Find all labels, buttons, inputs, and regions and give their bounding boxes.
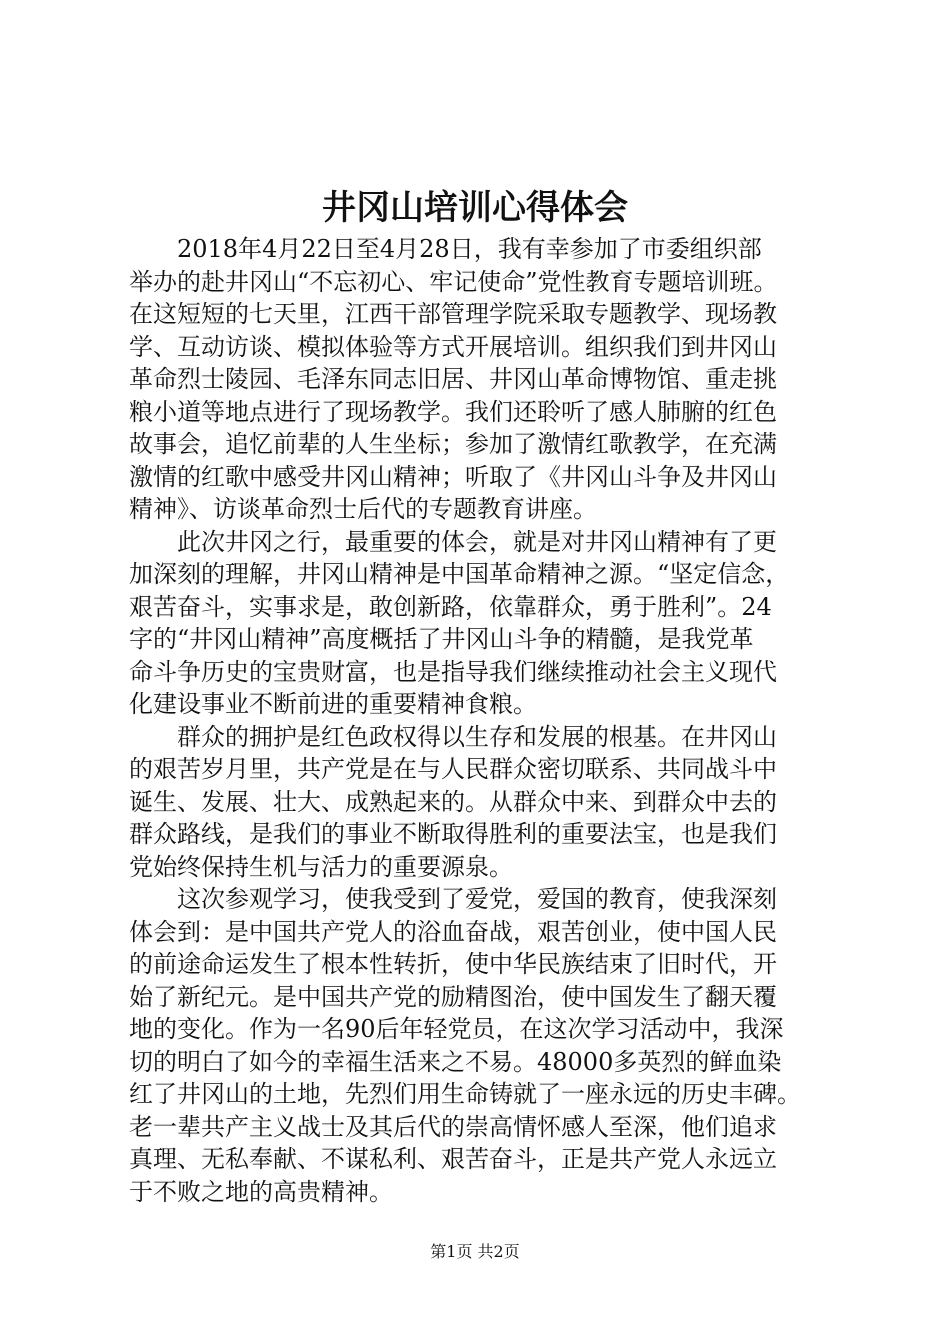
body-line: 诞生、发展、壮大、成熟起来的。从群众中来、到群众中去的: [129, 787, 777, 816]
body-line: 化建设事业不断前进的重要精神食粮。: [129, 690, 537, 718]
body-line: 此次井冈之行，最重要的体会，就是对井冈山精神有了更: [129, 527, 777, 556]
body-line: 群众的拥护是红色政权得以生存和发展的根基。在井冈山: [129, 722, 777, 751]
body-line: 命斗争历史的宝贵财富，也是指导我们继续推动社会主义现代: [129, 657, 777, 686]
body-line: 2018年4月22日至4月28日，我有幸参加了市委组织部: [129, 235, 762, 263]
body-line: 字的“井冈山精神”高度概括了井冈山斗争的精髓，是我党革: [129, 625, 754, 653]
body-line: 切的明白了如今的幸福生活来之不易。48000多英烈的鲜血染: [129, 1047, 782, 1076]
document-body: [129, 233, 829, 1208]
body-line: 学、互动访谈、模拟体验等方式开展培训。组织我们到井冈山: [129, 332, 777, 361]
body-line: 党始终保持生机与活力的重要源泉。: [129, 852, 513, 881]
body-line: 加深刻的理解，井冈山精神是中国革命精神之源。“坚定信念，: [129, 560, 790, 588]
body-line: 于不败之地的高贵精神。: [129, 1177, 393, 1206]
body-line: 始了新纪元。是中国共产党的励精图治，使中国发生了翻天覆: [129, 982, 777, 1011]
body-line: 故事会，追忆前辈的人生坐标；参加了激情红歌教学，在充满: [129, 430, 777, 458]
body-line: 精神》、访谈革命烈士后代的专题教育讲座。: [129, 495, 597, 523]
body-line: 粮小道等地点进行了现场教学。我们还聆听了感人肺腑的红色: [129, 397, 777, 426]
body-line: 的前途命运发生了根本性转折，使中华民族结束了旧时代，开: [129, 950, 777, 978]
body-line: 群众路线，是我们的事业不断取得胜利的重要法宝，也是我们: [129, 820, 777, 848]
body-line: 革命烈士陵园、毛泽东同志旧居、井冈山革命博物馆、重走挑: [129, 365, 777, 393]
page-title: 井冈山培训心得体会: [322, 188, 628, 228]
body-line: 的艰苦岁月里，共产党是在与人民群众密切联系、共同战斗中: [129, 755, 777, 783]
body-line: 体会到：是中国共产党人的浴血奋战，艰苦创业，使中国人民: [129, 917, 777, 946]
body-line: 红了井冈山的土地，先烈们用生命铸就了一座永远的历史丰碑。: [129, 1080, 801, 1108]
body-line: 地的变化。作为一名90后年轻党员，在这次学习活动中，我深: [129, 1015, 784, 1043]
page-number-footer: 第1页 共2页: [430, 1242, 520, 1261]
body-line: 举办的赴井冈山“不忘初心、牢记使命”党性教育专题培训班。: [129, 267, 778, 296]
body-line: 艰苦奋斗，实事求是，敢创新路，依靠群众，勇于胜利”。24: [129, 592, 772, 621]
body-line: 激情的红歌中感受井冈山精神；听取了《井冈山斗争及井冈山: [129, 462, 777, 491]
body-line: 在这短短的七天里，江西干部管理学院采取专题教学、现场教: [129, 300, 777, 328]
body-line: 这次参观学习，使我受到了爱党，爱国的教育，使我深刻: [129, 885, 777, 913]
body-line: 真理、无私奉献、不谋私利、艰苦奋斗，正是共产党人永远立: [129, 1145, 777, 1173]
body-line: 老一辈共产主义战士及其后代的崇高情怀感人至深，他们追求: [129, 1112, 777, 1141]
